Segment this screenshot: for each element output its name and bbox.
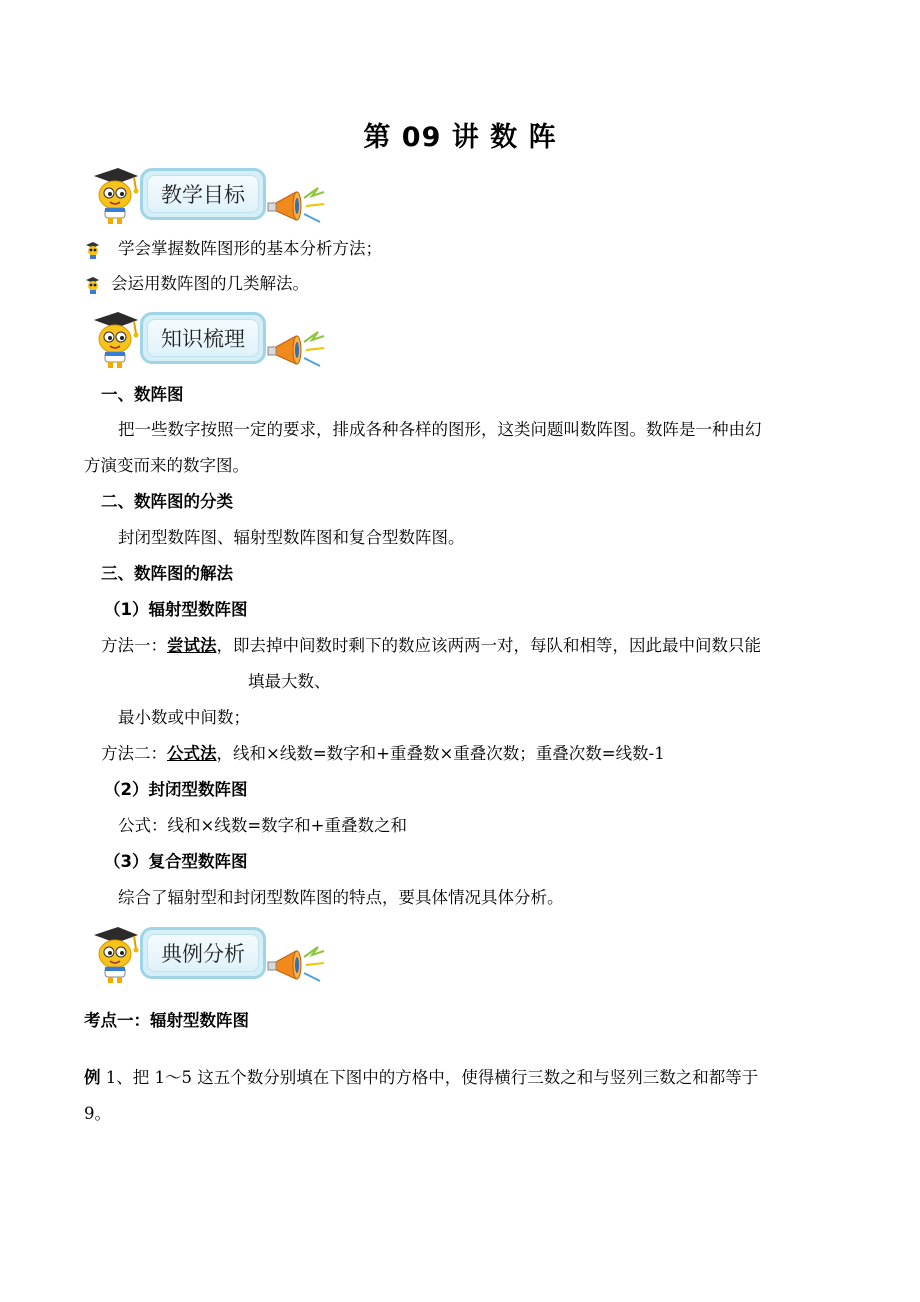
method-1-keyword: 尝试法 (167, 636, 217, 655)
section-header-goals (84, 166, 344, 226)
example-1-line-1 (84, 1067, 758, 1089)
method-1-prefix: 方法一： (101, 636, 167, 655)
page-title: 第 09 讲 数 阵 (363, 122, 557, 153)
goal-item-2: 会运用数阵图的几类解法。 (111, 274, 309, 293)
method-1-line-3: 最小数或中间数； (118, 708, 250, 727)
example-label: 例 (84, 1068, 101, 1087)
paragraph-3: 综合了辐射型和封闭型数阵图的特点，要具体情况具体分析。 (118, 888, 564, 907)
mascot-bullet-icon (84, 276, 100, 294)
section-badge (140, 168, 266, 220)
section-title-knowledge: 知识梳理 (147, 319, 259, 357)
megaphone-icon (266, 943, 328, 985)
mascot-graduate-icon (84, 166, 140, 226)
megaphone-icon (266, 184, 328, 226)
goal-item-1: 学会掌握数阵图形的基本分析方法； (118, 239, 382, 258)
section-header-knowledge (84, 310, 344, 370)
method-2-keyword: 公式法 (167, 744, 217, 763)
section-badge (140, 312, 266, 364)
mascot-bullet-icon (84, 241, 100, 259)
mascot-graduate-icon (84, 310, 140, 370)
section-title-examples: 典例分析 (147, 934, 259, 972)
section-header-examples (84, 925, 344, 985)
method-2-prefix: 方法二： (101, 744, 167, 763)
subheading-closed: （2）封闭型数阵图 (104, 780, 248, 799)
method-2-line (101, 743, 665, 765)
example-1-line-2: 9。 (84, 1104, 111, 1123)
section-title-goals: 教学目标 (147, 175, 259, 213)
heading-2: 二、数阵图的分类 (101, 492, 233, 511)
method-2-text: ，线和×线数=数字和+重叠数×重叠次数；重叠次数=线数-1 (216, 744, 665, 763)
method-1-line-2: 填最大数、 (248, 672, 331, 691)
subheading-compound: （3）复合型数阵图 (104, 852, 248, 871)
method-1-text: ，即去掉中间数时剩下的数应该两两一对，每队和相等，因此最中间数只能 (216, 636, 761, 655)
heading-3: 三、数阵图的解法 (101, 564, 233, 583)
subheading-radial: （1）辐射型数阵图 (104, 600, 248, 619)
example-1-text: 1、把 1～5 这五个数分别填在下图中的方格中，使得横行三数之和与竖列三数之和都等于 (100, 1068, 759, 1087)
mascot-graduate-icon (84, 925, 140, 985)
section-badge (140, 927, 266, 979)
kaodian-heading: 考点一：辐射型数阵图 (84, 1011, 249, 1030)
heading-1: 一、数阵图 (101, 385, 184, 404)
megaphone-icon (266, 328, 328, 370)
paragraph-1-line-1: 把一些数字按照一定的要求，排成各种各样的图形，这类问题叫数阵图。数阵是一种由幻 (118, 420, 762, 439)
paragraph-2: 封闭型数阵图、辐射型数阵图和复合型数阵图。 (118, 528, 465, 547)
method-1-line-1 (101, 635, 761, 657)
paragraph-1-line-2: 方演变而来的数字图。 (84, 456, 249, 475)
closed-formula: 公式：线和×线数=数字和+重叠数之和 (118, 816, 407, 835)
